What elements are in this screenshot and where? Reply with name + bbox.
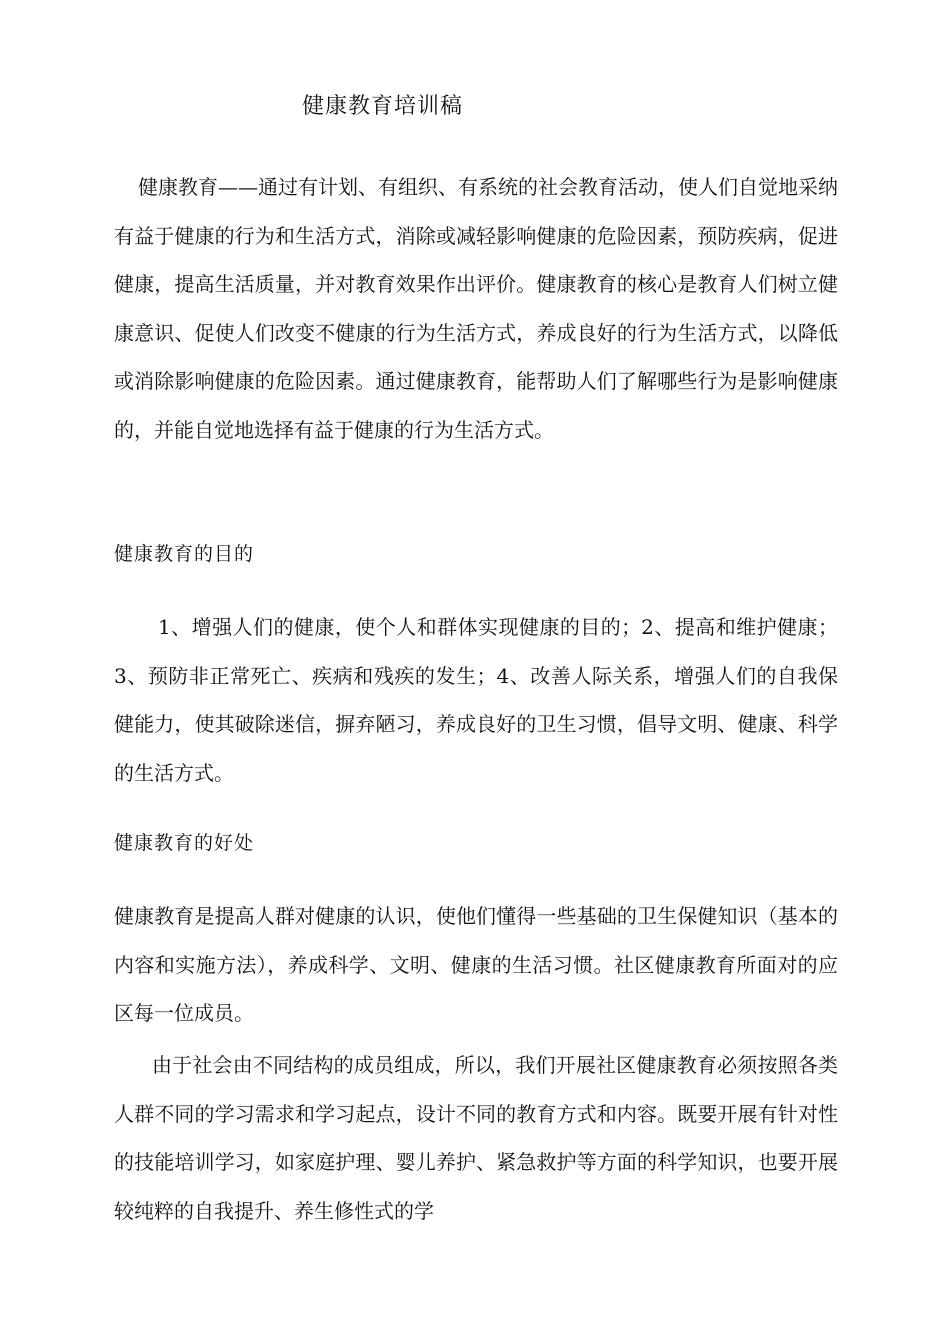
intro-paragraph: 健康教育——通过有计划、有组织、有系统的社会教育活动，使人们自觉地采纳有益于健康的行为和生活方式，消除或减轻影响健康的危险因素，预防疾病，促进健康，提高生活质量，并对教育效果作出评价。健康教育的核心是教育人们树立健康意识、促使人们改变不健康的行为生活方式，养成良好的行为生活方式，以降低或消除影响健康的危险因素。通过健康教育，能帮助人们了解哪些行为是影响健康的，并能自觉地选择有益于健康的行为生活方式。 [114, 175, 838, 442]
benefits-paragraph-1: 健康教育是提高人群对健康的认识，使他们懂得一些基础的卫生保健知识（基本的内容和实施方法），养成科学、文明、健康的生活习惯。社区健康教育所面对的应区每一位成员。 [114, 904, 838, 1025]
section-heading-benefits: 健康教育的好处 [114, 832, 255, 854]
purpose-paragraph: 1、增强人们的健康，使个人和群体实现健康的目的；2、提高和维护健康；3、预防非正常死亡、疾病和残疾的发生；4、改善人际关系，增强人们的自我保健能力，使其破除迷信，摒弃陋习，养成良好的卫生习惯，倡导文明、健康、科学的生活方式。 [114, 615, 838, 785]
benefits-paragraph-2: 由于社会由不同结构的成员组成，所以，我们开展社区健康教育必须按照各类人群不同的学习需求和学习起点，设计不同的教育方式和内容。既要开展有针对性的技能培训学习，如家庭护理、婴儿养护、紧急救护等方面的科学知识，也要开展较纯粹的自我提升、养生修性式的学 [114, 1053, 838, 1223]
section-heading-purpose: 健康教育的目的 [114, 543, 255, 565]
document-title: 健康教育培训稿 [302, 94, 464, 119]
